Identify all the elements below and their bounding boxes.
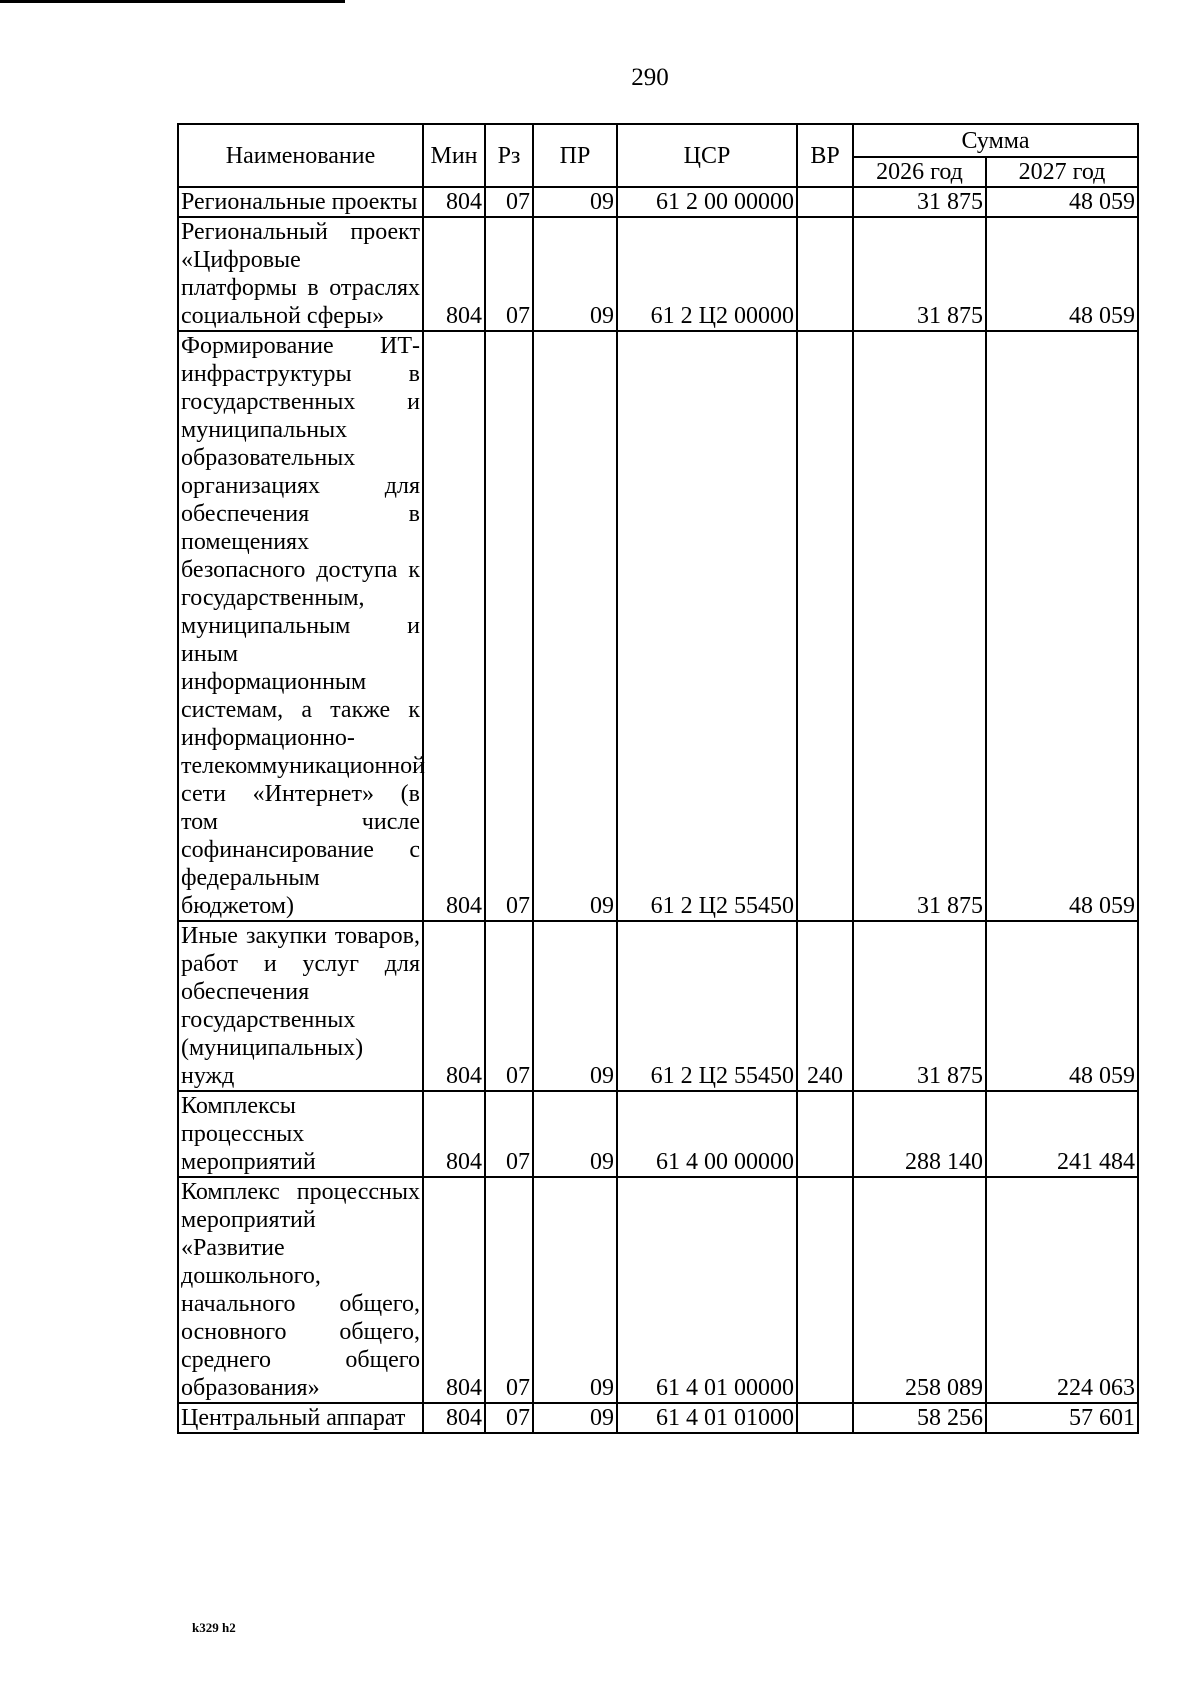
table-row — [178, 921, 1138, 1091]
table-row — [178, 331, 1138, 921]
header-sum: Сумма — [853, 124, 1138, 157]
row-2026: 31 875 — [853, 331, 986, 921]
row-csr: 61 2 Ц2 55450 — [617, 331, 797, 921]
row-2027: 48 059 — [986, 331, 1138, 921]
row-2027: 57 601 — [986, 1403, 1138, 1433]
footer-code: k329 h2 — [192, 1620, 236, 1635]
row-pr: 09 — [533, 217, 617, 331]
page-number: 290 — [631, 64, 669, 91]
row-vr — [797, 1091, 853, 1177]
row-rz: 07 — [485, 1403, 533, 1433]
row-rz: 07 — [485, 187, 533, 217]
row-2026: 58 256 — [853, 1403, 986, 1433]
table-row — [178, 187, 1138, 217]
row-pr: 09 — [533, 331, 617, 921]
row-min: 804 — [423, 921, 485, 1091]
row-2026: 31 875 — [853, 217, 986, 331]
header-vr: ВР — [797, 124, 853, 187]
header-rz: Рз — [485, 124, 533, 187]
row-pr: 09 — [533, 1177, 617, 1403]
row-min: 804 — [423, 1403, 485, 1433]
row-rz: 07 — [485, 217, 533, 331]
row-csr: 61 4 01 01000 — [617, 1403, 797, 1433]
row-csr: 61 2 Ц2 00000 — [617, 217, 797, 331]
row-vr — [797, 1403, 853, 1433]
header-name: Наименование — [178, 124, 423, 187]
row-2027: 241 484 — [986, 1091, 1138, 1177]
row-2027: 224 063 — [986, 1177, 1138, 1403]
row-min: 804 — [423, 1091, 485, 1177]
row-csr: 61 4 01 00000 — [617, 1177, 797, 1403]
row-pr: 09 — [533, 921, 617, 1091]
top-rule — [0, 0, 345, 3]
header-csr: ЦСР — [617, 124, 797, 187]
row-name: Комплекс процессных мероприятий «Развитие дошкольного, начального общего, основного общего, среднего общего образования» — [178, 1177, 423, 1403]
row-2027: 48 059 — [986, 217, 1138, 331]
row-csr: 61 2 00 00000 — [617, 187, 797, 217]
table-row — [178, 1177, 1138, 1403]
row-pr: 09 — [533, 1091, 617, 1177]
row-2027: 48 059 — [986, 921, 1138, 1091]
budget-table — [177, 123, 1139, 1434]
row-2026: 31 875 — [853, 921, 986, 1091]
row-rz: 07 — [485, 1091, 533, 1177]
row-rz: 07 — [485, 331, 533, 921]
row-csr: 61 4 00 00000 — [617, 1091, 797, 1177]
table-row — [178, 1403, 1138, 1433]
row-name: Региональный проект «Цифровые платформы в отраслях социальной сферы» — [178, 217, 423, 331]
row-name: Комплексы процессных мероприятий — [178, 1091, 423, 1177]
row-name: Иные закупки товаров, работ и услуг для обеспечения государственных (муниципальных) нужд — [178, 921, 423, 1091]
row-min: 804 — [423, 331, 485, 921]
row-vr — [797, 217, 853, 331]
row-vr — [797, 187, 853, 217]
row-rz: 07 — [485, 1177, 533, 1403]
row-rz: 07 — [485, 921, 533, 1091]
row-vr: 240 — [797, 921, 853, 1091]
header-2026: 2026 год — [853, 157, 986, 187]
table-row — [178, 217, 1138, 331]
row-vr — [797, 331, 853, 921]
header-min: Мин — [423, 124, 485, 187]
row-min: 804 — [423, 217, 485, 331]
table-row — [178, 1091, 1138, 1177]
row-min: 804 — [423, 187, 485, 217]
row-name: Региональные проекты — [178, 187, 423, 217]
header-2027: 2027 год — [986, 157, 1138, 187]
row-2027: 48 059 — [986, 187, 1138, 217]
row-2026: 31 875 — [853, 187, 986, 217]
row-csr: 61 2 Ц2 55450 — [617, 921, 797, 1091]
row-min: 804 — [423, 1177, 485, 1403]
row-2026: 288 140 — [853, 1091, 986, 1177]
row-vr — [797, 1177, 853, 1403]
row-name: Центральный аппарат — [178, 1403, 423, 1433]
header-pr: ПР — [533, 124, 617, 187]
row-2026: 258 089 — [853, 1177, 986, 1403]
row-pr: 09 — [533, 1403, 617, 1433]
row-pr: 09 — [533, 187, 617, 217]
row-name: Формирование ИТ-инфраструктуры в государственных и муниципальных образовательных организациях для обеспечения в помещениях безопасного доступа к государственным, муниципальным и иным информационным системам, а также к информационно-телекоммуникационной сети «Интернет» (в том числе софинансирование с федеральным бюджетом) — [178, 331, 423, 921]
